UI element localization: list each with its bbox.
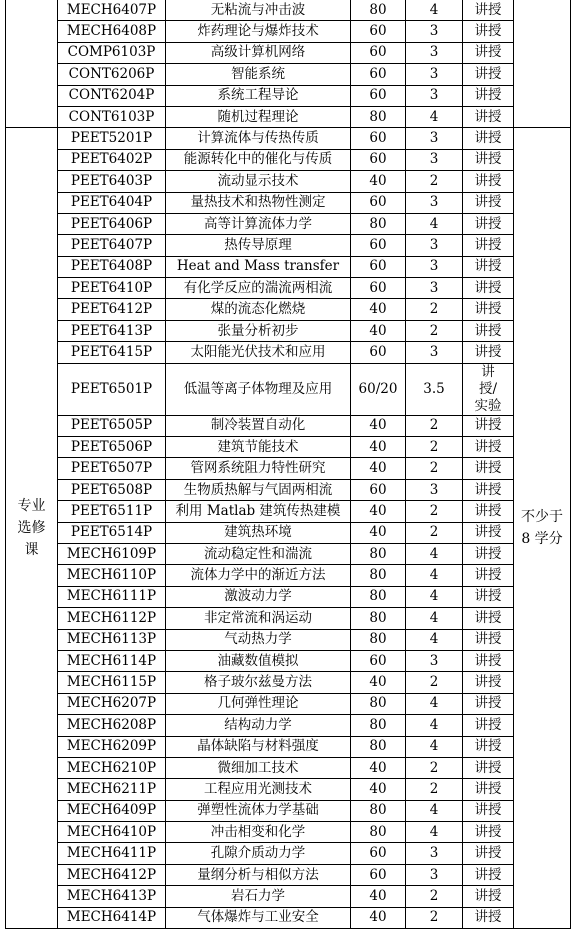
mode-cell: 讲授: [463, 149, 514, 170]
course-name-cell: 流动稳定性和湍流: [166, 543, 351, 564]
course-code-cell: MECH6209P: [58, 736, 166, 757]
course-name-cell: 炸药理论与爆炸技术: [166, 21, 351, 42]
hours-cell: 80: [351, 736, 406, 757]
hours-cell: 40: [351, 171, 406, 192]
table-row: [6, 458, 571, 479]
table-row: [6, 278, 571, 299]
credits-cell: 3: [406, 128, 463, 149]
category-cell: 专业选修课: [6, 128, 58, 929]
table-row: [6, 501, 571, 522]
mode-cell: 讲授: [463, 437, 514, 458]
course-code-cell: PEET6514P: [58, 522, 166, 543]
hours-cell: 80: [351, 586, 406, 607]
table-row: [6, 256, 571, 277]
mode-cell: 讲授: [463, 672, 514, 693]
table-row: [6, 42, 571, 63]
mode-cell: 讲授: [463, 256, 514, 277]
credits-cell: 3: [406, 64, 463, 85]
hours-cell: 60: [351, 149, 406, 170]
hours-cell: 80: [351, 822, 406, 843]
course-name-cell: 制冷装置自动化: [166, 415, 351, 436]
course-code-cell: MECH6210P: [58, 757, 166, 778]
table-row: [6, 299, 571, 320]
hours-cell: 60: [351, 256, 406, 277]
credits-cell: 3.5: [406, 363, 463, 415]
hours-cell: 60: [351, 42, 406, 63]
hours-cell: 40: [351, 757, 406, 778]
hours-cell: 40: [351, 779, 406, 800]
course-code-cell: PEET6511P: [58, 501, 166, 522]
table-row: [6, 565, 571, 586]
credits-cell: 4: [406, 586, 463, 607]
course-code-cell: MECH6411P: [58, 843, 166, 864]
category-cell: [6, 0, 58, 128]
course-name-cell: 微细加工技术: [166, 757, 351, 778]
hours-cell: 80: [351, 213, 406, 234]
course-name-cell: 气动热力学: [166, 629, 351, 650]
course-code-cell: MECH6114P: [58, 650, 166, 671]
mode-cell: 讲授: [463, 715, 514, 736]
mode-cell: 讲授: [463, 522, 514, 543]
table-row: [6, 106, 571, 127]
mode-cell: 讲授: [463, 235, 514, 256]
hours-cell: 60: [351, 235, 406, 256]
mode-cell: 讲授: [463, 608, 514, 629]
table-row: [6, 629, 571, 650]
course-name-cell: 建筑节能技术: [166, 437, 351, 458]
credits-cell: 4: [406, 565, 463, 586]
credits-cell: 2: [406, 299, 463, 320]
table-row: [6, 886, 571, 907]
mode-cell: 讲授: [463, 21, 514, 42]
credits-cell: 3: [406, 864, 463, 885]
course-code-cell: PEET6505P: [58, 415, 166, 436]
credits-cell: 3: [406, 21, 463, 42]
course-code-cell: MECH6414P: [58, 907, 166, 928]
course-code-cell: PEET6501P: [58, 363, 166, 415]
table-row: [6, 672, 571, 693]
mode-cell: 讲授: [463, 543, 514, 564]
credits-cell: 2: [406, 415, 463, 436]
course-name-cell: 高等计算流体力学: [166, 213, 351, 234]
mode-cell: 讲授: [463, 693, 514, 714]
hours-cell: 60: [351, 864, 406, 885]
credits-cell: 3: [406, 650, 463, 671]
credits-cell: 4: [406, 629, 463, 650]
mode-cell: 讲授: [463, 864, 514, 885]
credits-cell: 3: [406, 85, 463, 106]
table-row: [6, 907, 571, 928]
hours-cell: 40: [351, 501, 406, 522]
course-name-cell: 激波动力学: [166, 586, 351, 607]
course-code-cell: MECH6115P: [58, 672, 166, 693]
course-name-cell: 热传导原理: [166, 235, 351, 256]
hours-cell: 60: [351, 479, 406, 500]
credits-cell: 4: [406, 543, 463, 564]
course-code-cell: PEET6407P: [58, 235, 166, 256]
mode-cell: 讲授: [463, 800, 514, 821]
course-name-cell: 张量分析初步: [166, 320, 351, 341]
mode-cell: 讲授: [463, 299, 514, 320]
credits-cell: 2: [406, 458, 463, 479]
table-row: [6, 213, 571, 234]
hours-cell: 40: [351, 458, 406, 479]
course-code-cell: PEET6402P: [58, 149, 166, 170]
course-name-cell: 气体爆炸与工业安全: [166, 907, 351, 928]
course-name-cell: 系统工程导论: [166, 85, 351, 106]
course-code-cell: MECH6109P: [58, 543, 166, 564]
course-name-cell: 量热技术和热物性测定: [166, 192, 351, 213]
credits-cell: 2: [406, 171, 463, 192]
course-code-cell: PEET6412P: [58, 299, 166, 320]
hours-cell: 60: [351, 278, 406, 299]
mode-cell: 讲授: [463, 736, 514, 757]
course-name-cell: 建筑热环境: [166, 522, 351, 543]
hours-cell: 40: [351, 437, 406, 458]
mode-cell: 讲授: [463, 85, 514, 106]
credits-cell: 4: [406, 800, 463, 821]
table-row: [6, 736, 571, 757]
table-row: [6, 235, 571, 256]
credits-cell: 4: [406, 213, 463, 234]
course-code-cell: MECH6112P: [58, 608, 166, 629]
course-code-cell: MECH6113P: [58, 629, 166, 650]
course-name-cell: 智能系统: [166, 64, 351, 85]
credits-cell: 2: [406, 779, 463, 800]
credits-cell: 3: [406, 342, 463, 363]
course-code-cell: CONT6204P: [58, 85, 166, 106]
credits-cell: 4: [406, 822, 463, 843]
mode-cell: 讲授: [463, 128, 514, 149]
course-name-cell: 弹塑性流体力学基础: [166, 800, 351, 821]
mode-cell: 讲授: [463, 278, 514, 299]
mode-cell: 讲授: [463, 586, 514, 607]
table-row: [6, 608, 571, 629]
course-name-cell: 生物质热解与气固两相流: [166, 479, 351, 500]
hours-cell: 80: [351, 543, 406, 564]
table-row: [6, 522, 571, 543]
table-row: [6, 342, 571, 363]
credits-cell: 2: [406, 907, 463, 928]
course-name-cell: 流体力学中的渐近方法: [166, 565, 351, 586]
course-code-cell: MECH6408P: [58, 21, 166, 42]
table-row: [6, 320, 571, 341]
table-row: [6, 843, 571, 864]
course-code-cell: MECH6407P: [58, 0, 166, 21]
mode-cell: 讲授: [463, 907, 514, 928]
course-code-cell: CONT6206P: [58, 64, 166, 85]
credit-requirement-cell: 不少于 8 学分: [514, 128, 571, 929]
mode-cell: 讲授: [463, 822, 514, 843]
table-row: [6, 757, 571, 778]
course-table-body: [6, 0, 571, 929]
course-code-cell: PEET6415P: [58, 342, 166, 363]
hours-cell: 40: [351, 320, 406, 341]
hours-cell: 80: [351, 629, 406, 650]
course-name-cell: 结构动力学: [166, 715, 351, 736]
credits-cell: 2: [406, 522, 463, 543]
hours-cell: 60: [351, 85, 406, 106]
mode-cell: 讲授: [463, 42, 514, 63]
course-code-cell: MECH6111P: [58, 586, 166, 607]
mode-cell: 讲授/实验: [463, 363, 514, 415]
course-code-cell: PEET6413P: [58, 320, 166, 341]
table-row: [6, 864, 571, 885]
table-row: [6, 192, 571, 213]
credits-cell: 2: [406, 672, 463, 693]
credits-cell: 4: [406, 0, 463, 21]
mode-cell: 讲授: [463, 415, 514, 436]
credit-requirement-cell: [514, 0, 571, 128]
course-name-cell: 几何弹性理论: [166, 693, 351, 714]
credits-cell: 2: [406, 757, 463, 778]
course-name-cell: 孔隙介质动力学: [166, 843, 351, 864]
hours-cell: 80: [351, 106, 406, 127]
mode-cell: 讲授: [463, 565, 514, 586]
table-row: [6, 586, 571, 607]
table-row: [6, 715, 571, 736]
course-name-cell: 低温等离子体物理及应用: [166, 363, 351, 415]
course-name-cell: 流动显示技术: [166, 171, 351, 192]
credits-cell: 3: [406, 256, 463, 277]
hours-cell: 60: [351, 843, 406, 864]
hours-cell: 60/20: [351, 363, 406, 415]
hours-cell: 60: [351, 64, 406, 85]
hours-cell: 80: [351, 0, 406, 21]
mode-cell: 讲授: [463, 64, 514, 85]
course-name-cell: 有化学反应的湍流两相流: [166, 278, 351, 299]
credits-cell: 4: [406, 608, 463, 629]
credits-cell: 3: [406, 479, 463, 500]
hours-cell: 60: [351, 650, 406, 671]
hours-cell: 80: [351, 565, 406, 586]
course-code-cell: PEET6410P: [58, 278, 166, 299]
course-code-cell: PEET6406P: [58, 213, 166, 234]
course-name-cell: 煤的流态化燃烧: [166, 299, 351, 320]
mode-cell: 讲授: [463, 843, 514, 864]
course-name-cell: 格子玻尔兹曼方法: [166, 672, 351, 693]
mode-cell: 讲授: [463, 779, 514, 800]
credits-cell: 3: [406, 42, 463, 63]
course-name-cell: 油藏数值模拟: [166, 650, 351, 671]
course-code-cell: MECH6208P: [58, 715, 166, 736]
hours-cell: 60: [351, 128, 406, 149]
hours-cell: 80: [351, 608, 406, 629]
mode-cell: 讲授: [463, 342, 514, 363]
course-code-cell: PEET6408P: [58, 256, 166, 277]
table-row: [6, 0, 571, 21]
table-row: [6, 415, 571, 436]
course-name-cell: 管网系统阻力特性研究: [166, 458, 351, 479]
table-row: [6, 171, 571, 192]
hours-cell: 80: [351, 715, 406, 736]
mode-cell: 讲授: [463, 106, 514, 127]
credits-cell: 3: [406, 235, 463, 256]
table-row: [6, 800, 571, 821]
credits-cell: 4: [406, 736, 463, 757]
course-code-cell: MECH6412P: [58, 864, 166, 885]
credits-cell: 3: [406, 843, 463, 864]
table-row: [6, 64, 571, 85]
credits-cell: 2: [406, 886, 463, 907]
course-code-cell: PEET5201P: [58, 128, 166, 149]
course-name-cell: 岩石力学: [166, 886, 351, 907]
hours-cell: 40: [351, 886, 406, 907]
table-row: [6, 21, 571, 42]
course-code-cell: COMP6103P: [58, 42, 166, 63]
credits-cell: 4: [406, 693, 463, 714]
mode-cell: 讲授: [463, 458, 514, 479]
mode-cell: 讲授: [463, 757, 514, 778]
hours-cell: 60: [351, 21, 406, 42]
course-code-cell: MECH6110P: [58, 565, 166, 586]
table-row: [6, 693, 571, 714]
table-row: [6, 650, 571, 671]
table-row: [6, 85, 571, 106]
table-row: [6, 779, 571, 800]
course-code-cell: PEET6403P: [58, 171, 166, 192]
mode-cell: 讲授: [463, 650, 514, 671]
course-code-cell: PEET6507P: [58, 458, 166, 479]
mode-cell: 讲授: [463, 0, 514, 21]
course-name-cell: 工程应用光测技术: [166, 779, 351, 800]
course-code-cell: MECH6207P: [58, 693, 166, 714]
credits-cell: 3: [406, 278, 463, 299]
credits-cell: 2: [406, 320, 463, 341]
course-code-cell: PEET6508P: [58, 479, 166, 500]
course-code-cell: PEET6404P: [58, 192, 166, 213]
table-row: [6, 437, 571, 458]
mode-cell: 讲授: [463, 171, 514, 192]
mode-cell: 讲授: [463, 320, 514, 341]
credits-cell: 4: [406, 715, 463, 736]
course-code-cell: MECH6413P: [58, 886, 166, 907]
hours-cell: 60: [351, 192, 406, 213]
course-name-cell: 利用 Matlab 建筑传热建模: [166, 501, 351, 522]
course-name-cell: 计算流体与传热传质: [166, 128, 351, 149]
mode-cell: 讲授: [463, 479, 514, 500]
course-name-cell: 冲击相变和化学: [166, 822, 351, 843]
course-name-cell: 随机过程理论: [166, 106, 351, 127]
table-row: [6, 479, 571, 500]
hours-cell: 40: [351, 415, 406, 436]
mode-cell: 讲授: [463, 886, 514, 907]
mode-cell: 讲授: [463, 192, 514, 213]
course-name-cell: 能源转化中的催化与传质: [166, 149, 351, 170]
hours-cell: 40: [351, 672, 406, 693]
credits-cell: 2: [406, 437, 463, 458]
course-name-cell: Heat and Mass transfer: [166, 256, 351, 277]
course-code-cell: MECH6410P: [58, 822, 166, 843]
hours-cell: 80: [351, 800, 406, 821]
hours-cell: 40: [351, 907, 406, 928]
course-code-cell: MECH6211P: [58, 779, 166, 800]
course-code-cell: MECH6409P: [58, 800, 166, 821]
credits-cell: 4: [406, 106, 463, 127]
course-table: [5, 0, 571, 929]
table-row: [6, 363, 571, 415]
hours-cell: 80: [351, 693, 406, 714]
mode-cell: 讲授: [463, 501, 514, 522]
hours-cell: 40: [351, 522, 406, 543]
course-name-cell: 晶体缺陷与材料强度: [166, 736, 351, 757]
course-code-cell: CONT6103P: [58, 106, 166, 127]
hours-cell: 60: [351, 342, 406, 363]
mode-cell: 讲授: [463, 213, 514, 234]
credits-cell: 3: [406, 149, 463, 170]
mode-cell: 讲授: [463, 629, 514, 650]
course-name-cell: 高级计算机网络: [166, 42, 351, 63]
course-name-cell: 非定常流和涡运动: [166, 608, 351, 629]
course-code-cell: PEET6506P: [58, 437, 166, 458]
hours-cell: 40: [351, 299, 406, 320]
table-row: [6, 128, 571, 149]
credits-cell: 3: [406, 192, 463, 213]
course-name-cell: 量纲分析与相似方法: [166, 864, 351, 885]
course-name-cell: 无粘流与冲击波: [166, 0, 351, 21]
credits-cell: 2: [406, 501, 463, 522]
table-row: [6, 822, 571, 843]
table-row: [6, 543, 571, 564]
course-name-cell: 太阳能光伏技术和应用: [166, 342, 351, 363]
table-row: [6, 149, 571, 170]
